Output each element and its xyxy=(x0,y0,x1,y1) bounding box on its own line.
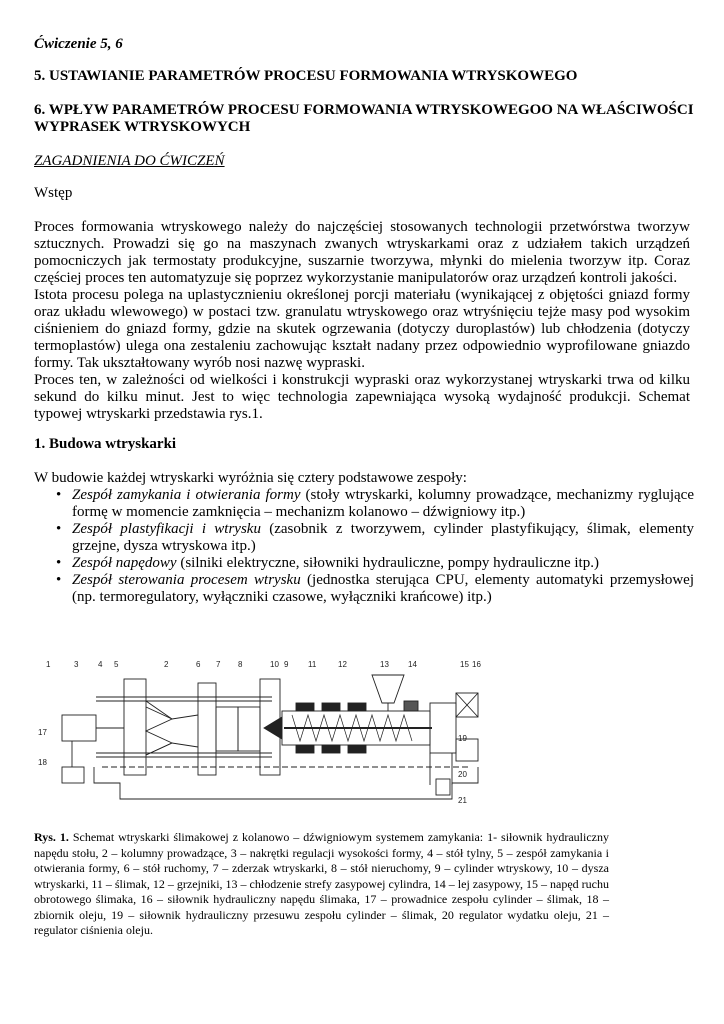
figure-label: 9 xyxy=(284,660,289,669)
component-description: (stoły wtryskarki, kolumny prowadzące, mechanizmy ryglujące formę w momencie zamknięcia – mechanizm kolanowo – dźwigniowy itp.) xyxy=(72,487,694,520)
component-description: (zasobnik z tworzywem, cylinder plastyfikujący, ślimak, elementy grzejne, dysza wtryskowa itp.) xyxy=(72,521,695,554)
figure-label: 5 xyxy=(114,660,119,669)
figure-label: 19 xyxy=(458,734,467,743)
paragraph: Istota procesu polega na uplastycznieniu określonej porcji materiału (wynikającej z objętości gniazd formy oraz układu wlewowego) w postaci tzw. granulatu wtryskowego oraz wtryśnięciu tejże masy pod wysokim ciśnieniem do gniazd formy, gdzie na skutek ogrzewania (dotyczy duroplastów) lub chłodzenia (dotyczy termoplastów) ulega ona zestaleniu zachowując kształt nadany przez odpowiednio wyprofilowane gniazdo formy. Tak ukształtowany wyrób nosi nazwę wypraski. xyxy=(34,287,690,371)
list-item xyxy=(34,572,694,606)
caption-label: Rys. 1. xyxy=(34,830,69,844)
figure-label: 14 xyxy=(408,660,417,669)
figure-label: 20 xyxy=(458,770,467,779)
bullet-icon: • xyxy=(56,487,62,503)
component-name: Zespół zamykania i otwierania formy xyxy=(72,487,301,503)
component-description: (jednostka sterująca CPU, elementy automatyki przemysłowej (np. termoregulatory, wyłączniki czasowe, wyłączniki krańcowe) itp.) xyxy=(72,572,694,605)
section-1-intro: W budowie każdej wtryskarki wyróżnia się cztery podstawowe zespoły: xyxy=(34,470,467,486)
figure-label: 10 xyxy=(270,660,279,669)
section-title: ZAGADNIENIA DO ĆWICZEŃ xyxy=(34,153,225,169)
paragraph: Proces ten, w zależności od wielkości i konstrukcji wypraski oraz wykorzystanej wtryskarki trwa od kilku sekund do kilku minut. Jest to więc technologia zapewniająca wysoką wydajność produkcji. Schemat typowej wtryskarki przedstawia rys.1. xyxy=(34,372,690,422)
figure-label: 16 xyxy=(472,660,481,669)
figure-label: 12 xyxy=(338,660,347,669)
machine-schematic xyxy=(32,655,484,807)
component-name: Zespół plastyfikacji i wtrysku xyxy=(72,521,261,537)
intro-paragraphs xyxy=(34,219,690,423)
figure-label: 13 xyxy=(380,660,389,669)
list-item xyxy=(34,521,694,555)
caption-text: Schemat wtryskarki ślimakowej z kolanowo – dźwigniowym systemem zamykania: 1- siłownik hydrauliczny napędu stołu, 2 – kolumny prowadzące, 3 – nakrętki regulacji wysokości formy, 4 – stół tylny, 5 – zespół zamykania i otwierania formy, 6 – stół ruchomy, 7 – zderzak wtryskarki, 8 – stół nieruchomy, 9 – cylinder wtryskowy, 10 – dysza wtryskarki, 11 – ślimak, 12 – grzejniki, 13 – chłodzenie strefy zasypowej cylindra, 14 – lej zasypowy, 15 – napęd ruchu obrotowego ślimaka, 16 – siłownik hydrauliczny napędu ślimaka, 17 – prowadnice zespołu cylinder – ślimak, 18 – zbiornik oleju, 19 – siłownik hydrauliczny przesuwu zespołu cylinder – ślimak, 20 regulator wydatku oleju, 21 – regulator ciśnienia oleju. xyxy=(34,830,610,937)
figure-label: 1 xyxy=(46,660,51,669)
figure-label: 17 xyxy=(38,728,47,737)
figure-label: 8 xyxy=(238,660,243,669)
figure-label: 2 xyxy=(164,660,169,669)
figure-label: 6 xyxy=(196,660,201,669)
figure-label: 4 xyxy=(98,660,103,669)
component-name: Zespół sterowania procesem wtrysku xyxy=(72,572,301,588)
paragraph: Proces formowania wtryskowego należy do najczęściej stosowanych technologii przetwórstwa tworzyw sztucznych. Prowadzi się go na maszynach zwanych wtryskarkami oraz z udziałem takich urządzeń pomocniczych jak termostaty produkcyjne, suszarnie tworzywa, młynki do mielenia tworzyw itp. Coraz częściej proces ten automatyzuje się poprzez wykorzystanie manipulatorów oraz urządzeń kontroli jakości. xyxy=(34,219,690,286)
exercise-label: Ćwiczenie 5, 6 xyxy=(34,36,123,52)
figure-label: 3 xyxy=(74,660,79,669)
section-1-title: 1. Budowa wtryskarki xyxy=(34,436,177,452)
cropped-text-fragment xyxy=(34,922,274,926)
list-item xyxy=(34,487,694,521)
figure-label: 18 xyxy=(38,758,47,767)
heading-5: 5. USTAWIANIE PARAMETRÓW PROCESU FORMOWANIA WTRYSKOWEGO xyxy=(34,68,578,84)
intro-label: Wstęp xyxy=(34,185,73,201)
heading-6: 6. WPŁYW PARAMETRÓW PROCESU FORMOWANIA WTRYSKOWEGOO NA WŁAŚCIWOŚCI WYPRASEK WTRYSKOWYCH xyxy=(34,102,694,135)
component-name: Zespół napędowy xyxy=(72,555,177,571)
bullet-icon: • xyxy=(56,521,62,537)
list-item xyxy=(34,555,694,572)
component-list xyxy=(34,487,694,606)
injection-machine-figure xyxy=(32,655,484,807)
figure-label: 15 xyxy=(460,660,469,669)
figure-label: 7 xyxy=(216,660,221,669)
figure-label: 11 xyxy=(308,660,317,669)
figure-label: 21 xyxy=(458,796,467,805)
bullet-icon: • xyxy=(56,572,62,588)
bullet-icon: • xyxy=(56,555,62,571)
component-description: (silniki elektryczne, siłowniki hydrauliczne, pompy hydrauliczne itp.) xyxy=(176,555,599,571)
